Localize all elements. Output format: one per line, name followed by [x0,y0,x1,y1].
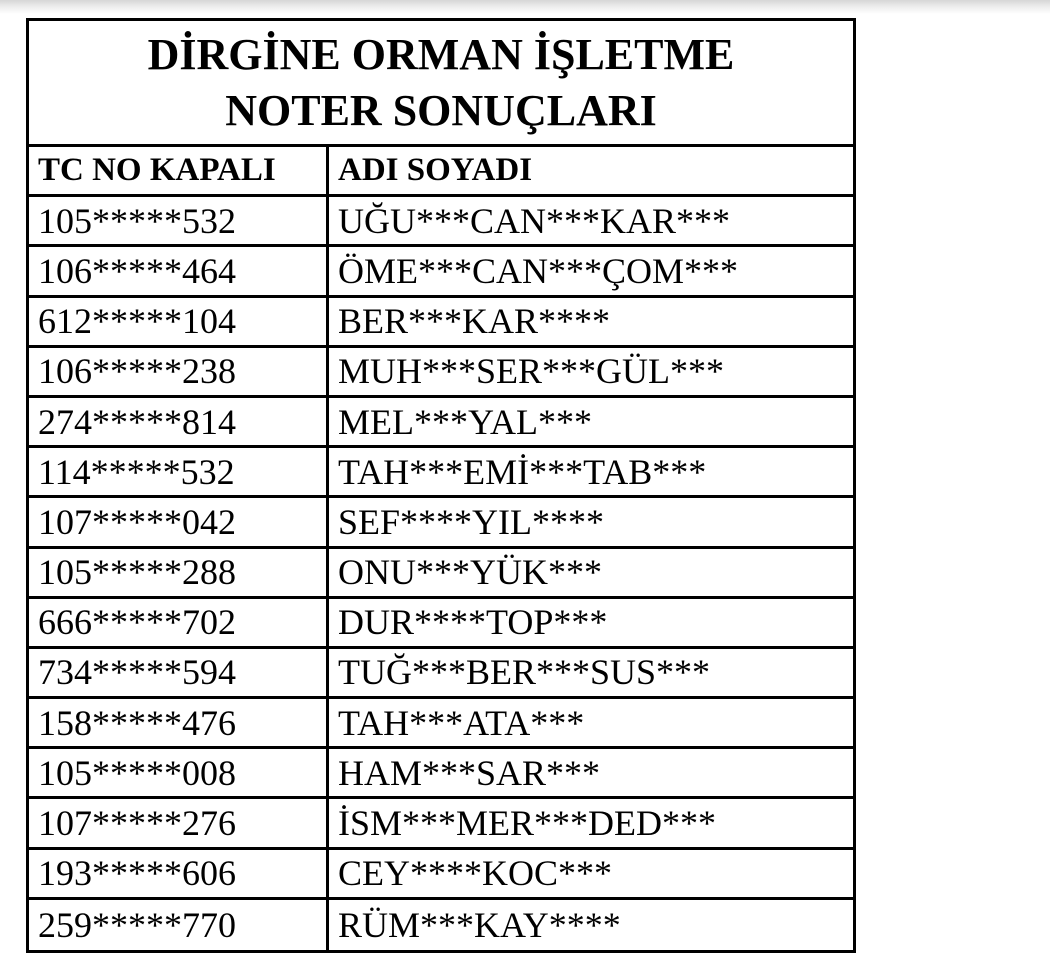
table-row [29,348,853,398]
tc-cell: 274*****814 [29,398,329,445]
table-row [29,649,853,699]
tc-cell: 666*****702 [29,599,329,646]
tc-cell: 193*****606 [29,850,329,897]
tc-cell: 259*****770 [29,900,329,950]
tc-cell: 105*****008 [29,749,329,796]
table-row [29,850,853,900]
name-cell: SEF****YIL**** [338,501,605,542]
table-row [29,549,853,599]
name-cell: TAH***ATA*** [338,702,585,743]
column-header-name: ADI SOYADI [338,152,533,189]
name-cell: İSM***MER***DED*** [338,803,717,844]
name-cell: ÖME***CAN***ÇOM*** [338,250,739,291]
title-line-2: NOTER SONUÇLARI [225,86,657,135]
table-row [29,799,853,849]
name-cell: TUĞ***BER***SUS*** [338,652,711,693]
table-row [29,599,853,649]
name-cell: RÜM***KAY**** [338,904,621,945]
tc-cell: 106*****464 [29,247,329,294]
table-row [29,749,853,799]
table-row [29,498,853,548]
tc-cell: 105*****288 [29,549,329,596]
table-row [29,699,853,749]
name-cell: TAH***EMİ***TAB*** [338,451,707,492]
table-row [29,448,853,498]
name-cell: CEY****KOC*** [338,853,613,894]
tc-cell: 106*****238 [29,348,329,395]
header-row [29,147,853,197]
tc-cell: 114*****532 [29,448,329,495]
tc-cell: 158*****476 [29,699,329,746]
table-row [29,298,853,348]
top-edge-shadow [0,0,1050,14]
name-cell: ONU***YÜK*** [338,552,602,593]
title-line-1: DİRGİNE ORMAN İŞLETME [147,30,735,79]
table-title [29,21,853,147]
name-cell: BER***KAR**** [338,301,611,342]
tc-cell: 107*****042 [29,498,329,545]
tc-cell: 105*****532 [29,197,329,244]
tc-cell: 734*****594 [29,649,329,696]
name-cell: MEL***YAL*** [338,401,592,442]
table-row [29,398,853,448]
column-header-tc: TC NO KAPALI [29,147,329,194]
table-row [29,900,853,950]
table-row [29,197,853,247]
tc-cell: 612*****104 [29,298,329,345]
results-table [26,18,856,953]
name-cell: HAM***SAR*** [338,752,601,793]
name-cell: DUR****TOP*** [338,602,608,643]
tc-cell: 107*****276 [29,799,329,846]
name-cell: MUH***SER***GÜL*** [338,351,725,392]
table-body [29,197,853,950]
name-cell: UĞU***CAN***KAR*** [338,200,731,241]
table-row [29,247,853,297]
